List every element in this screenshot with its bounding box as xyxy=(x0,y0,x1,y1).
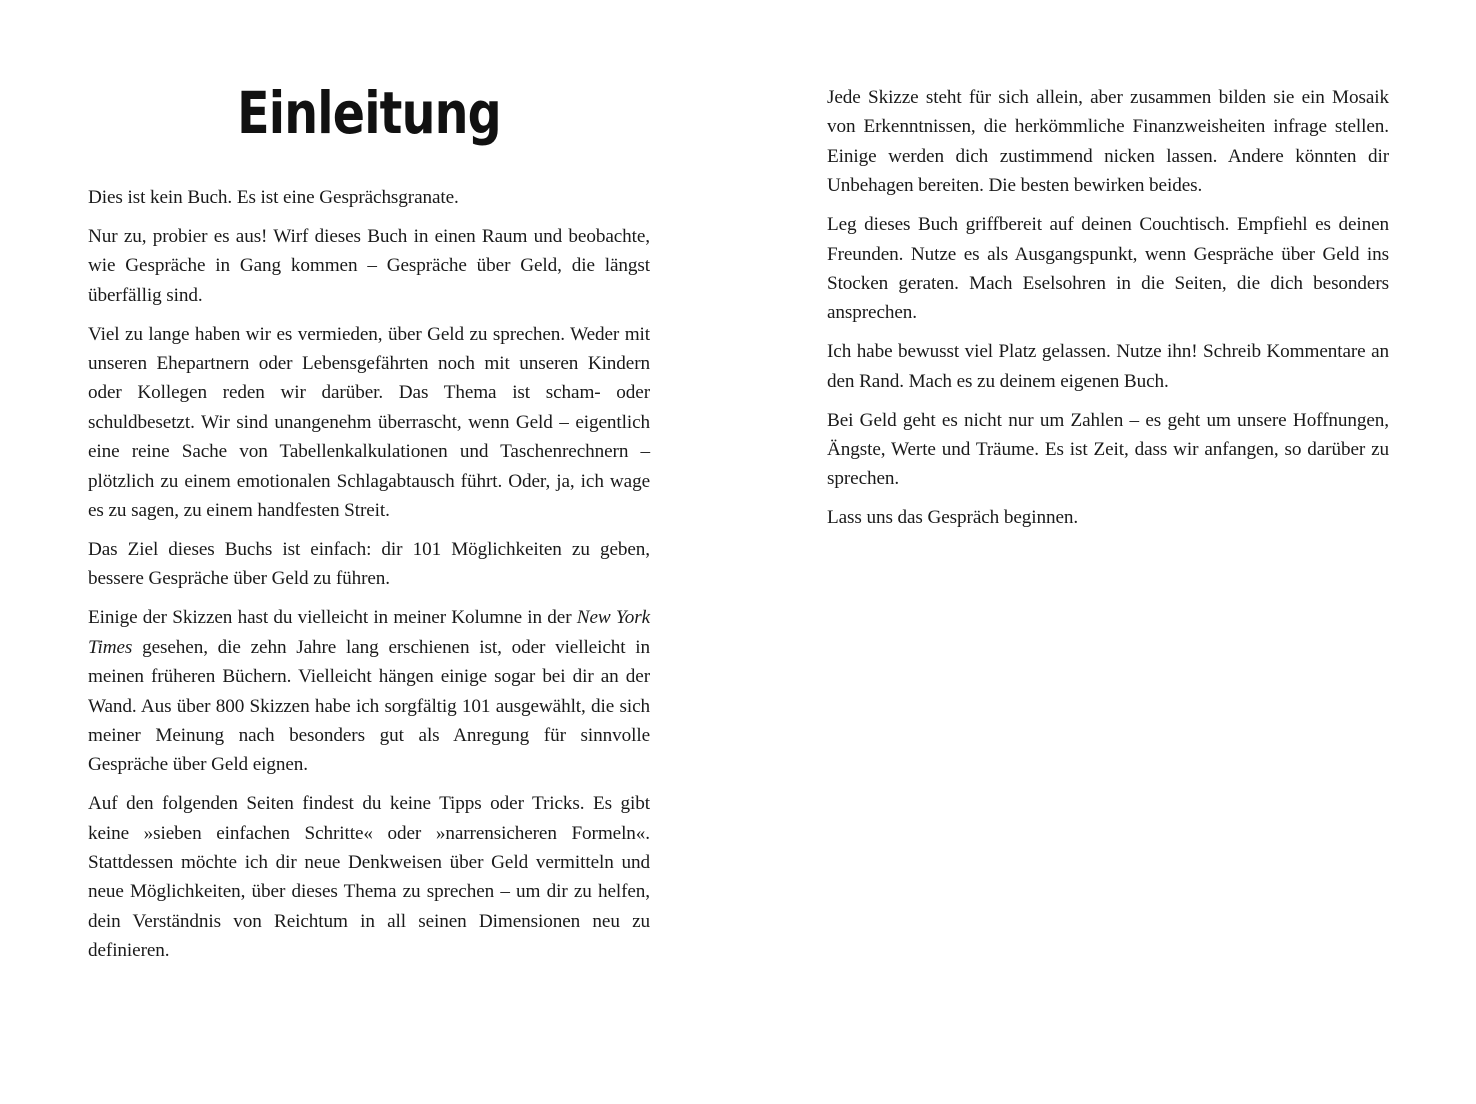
paragraph-goal: Das Ziel dieses Buchs ist einfach: dir 101 Möglichkeiten zu geben, bessere Gespräche über Geld zu führen. xyxy=(88,538,650,590)
newspaper-name: New York Times xyxy=(88,607,650,658)
paragraph-hopes: Bei Geld geht es nicht nur um Zahlen – es geht um unsere Hoffnungen, Ängste, Werte und Träume. Es ist Zeit, dass wir anfangen, so darüber zu sprechen. xyxy=(827,409,1389,490)
paragraph-avoidance: Viel zu lange haben wir es vermieden, über Geld zu sprechen. Weder mit unseren Ehepartnern oder Lebensgefährten noch mit unseren Kindern oder Kollegen reden wir darüber. Das Thema ist scham- oder schuldbesetzt. Wir sind unangenehm überrascht, wenn Geld – eigentlich eine reine Sache von Tabellenkalkulationen und Taschenrechnern – plötzlich zu einem emotionalen Schlagabtausch führt. Oder, ja, ich wage es zu sagen, zu einem handfesten Streit. xyxy=(88,323,650,522)
right-page-body xyxy=(827,83,1389,542)
chapter-title: Einleitung xyxy=(237,79,501,147)
paragraph-space: Ich habe bewusst viel Platz gelassen. Nutze ihn! Schreib Kommentare an den Rand. Mach es zu deinem eigenen Buch. xyxy=(827,341,1389,392)
paragraph-intro: Dies ist kein Buch. Es ist eine Gesprächsgranate. xyxy=(88,187,459,208)
paragraph-coffee-table: Leg dieses Buch griffbereit auf deinen Couchtisch. Empfiehl es deinen Freunden. Nutze es als Ausgangspunkt, wenn Gespräche über Geld ins Stocken geraten. Mach Eselsohren in die Seiten, die dich besonders ansprechen. xyxy=(827,214,1389,324)
paragraph-no-tips: Auf den folgenden Seiten findest du keine Tipps oder Tricks. Es gibt keine »sieben einfachen Schritte« oder »narrensicheren Formeln«. Stattdessen möchte ich dir neue Denkweisen über Geld vermitteln und neue Möglichkeiten, über dieses Thema zu sprechen – um dir zu helfen, dein Verständnis von Reichtum in all seinen Dimensionen neu zu definieren. xyxy=(88,793,650,962)
sketches-text-after: gesehen, die zehn Jahre lang erschienen ist, oder vielleicht in meinen früheren Büchern. Vielleicht hängen einige sogar bei dir an der Wand. Aus über 800 Skizzen habe ich sorgfältig 101 ausgewählt, die sich meiner Meinung nach besonders gut als Anregung für sinnvolle Gespräche über Geld eignen. xyxy=(88,636,650,776)
paragraph-mosaic: Jede Skizze steht für sich allein, aber zusammen bilden sie ein Mosaik von Erkenntnissen, die herkömmliche Finanzweisheiten infrage stellen. Einige werden dich zustimmend nicken lassen. Andere könnten dir Unbehagen bereiten. Die besten bewirken beides. xyxy=(827,87,1389,197)
paragraph-sketches-origin xyxy=(88,603,650,779)
paragraph-closing: Lass uns das Gespräch beginnen. xyxy=(827,507,1079,529)
left-page-body xyxy=(88,183,650,975)
paragraph-try-it: Nur zu, probier es aus! Wirf dieses Buch in einen Raum und beobachte, wie Gespräche in Gang kommen – Gespräche über Geld, die längst überfällig sind. xyxy=(88,225,650,306)
sketches-text-before: Einige der Skizzen hast du vielleicht in meiner Kolumne in der xyxy=(88,607,577,629)
